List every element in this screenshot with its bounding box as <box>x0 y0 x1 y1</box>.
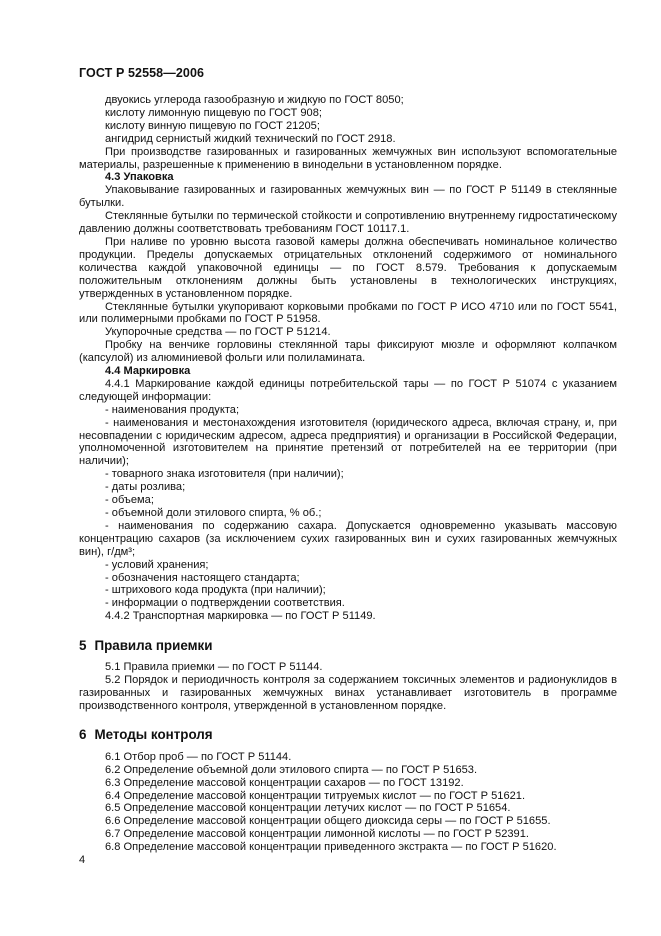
paragraph: ангидрид сернистый жидкий технический по ГОСТ 2918. <box>105 132 396 145</box>
paragraph: Упаковывание газированных и газированных жемчужных вин — по ГОСТ Р 51149 в стеклянные бутылки. <box>79 184 617 210</box>
paragraph: Укупорочные средства — по ГОСТ Р 51214. <box>105 326 331 339</box>
section-number: 5 <box>79 638 87 654</box>
list-item: - наименования продукта; <box>105 403 240 416</box>
list-item: 6.7 Определение массовой концентрации лимонной кислоты — по ГОСТ Р 52391. <box>105 828 529 841</box>
page-content <box>79 94 617 854</box>
list-item: - штрихового кода продукта (при наличии); <box>105 584 326 597</box>
list-item: 6.1 Отбор проб — по ГОСТ Р 51144. <box>105 750 292 763</box>
list-item: 6.5 Определение массовой концентрации летучих кислот — по ГОСТ Р 51654. <box>105 802 511 815</box>
paragraph: Пробку на венчике горловины стеклянной тары фиксируют мюзле и оформляют колпачком (капсулой) из алюминиевой фольги или полиламината. <box>79 339 617 365</box>
list-item: 6.4 Определение массовой концентрации титруемых кислот — по ГОСТ Р 51621. <box>105 789 526 802</box>
section-heading-5 <box>79 638 617 654</box>
paragraph: кислоту лимонную пищевую по ГОСТ 908; <box>105 106 322 119</box>
standard-header: ГОСТ Р 52558—2006 <box>79 66 205 80</box>
section-title: Методы контроля <box>94 726 213 742</box>
paragraph: При наливе по уровню высота газовой камеры должна обеспечивать номинальное количество продукции. Пределы допускаемых отрицательных отклонений содержимого от номинального количества каждой упаковочной единицы — по ГОСТ 8.579. Требования к допускаемым положительным отклонениям должны быть установлены в технологических инструкциях, утвержденных в установленном порядке. <box>79 235 617 300</box>
subsection-heading-4-4: 4.4 Маркировка <box>105 365 191 378</box>
paragraph: При производстве газированных и газированных жемчужных вин используют вспомогательные материалы, разрешенные к применению в винодельни в установленном порядке. <box>79 145 617 171</box>
paragraph: 4.4.1 Маркирование каждой единицы потребительской тары — по ГОСТ Р 51074 с указанием следующей информации: <box>79 377 617 403</box>
paragraph: 5.1 Правила приемки — по ГОСТ Р 51144. <box>105 661 323 674</box>
section-title: Правила приемки <box>94 638 213 654</box>
list-item: - товарного знака изготовителя (при наличии); <box>105 468 344 481</box>
paragraph: двуокись углерода газообразную и жидкую по ГОСТ 8050; <box>105 94 404 106</box>
methods-list <box>79 751 617 854</box>
list-item: - информации о подтверждении соответствия. <box>105 597 345 610</box>
page-number: 4 <box>79 854 86 866</box>
list-item: - наименования по содержанию сахара. Допускается одновременно указывать массовую концентрацию сахаров (за исключением сухих газированных вин и сухих газированных жемчужных вин), г/дм³; <box>79 519 617 558</box>
list-item: 6.3 Определение массовой концентрации сахаров — по ГОСТ 13192. <box>105 776 464 789</box>
list-item: - даты розлива; <box>105 481 186 494</box>
paragraph: Стеклянные бутылки укупоривают корковыми пробками по ГОСТ Р ИСО 4710 или по ГОСТ 5541, или полимерными пробками по ГОСТ Р 51958. <box>79 300 617 326</box>
list-item: 6.6 Определение массовой концентрации общего диоксида серы — по ГОСТ Р 51655. <box>105 815 551 828</box>
list-item: - объема; <box>105 494 154 507</box>
section-heading-6 <box>79 727 617 743</box>
list-item: - наименования и местонахождения изготовителя (юридического адреса, включая страну, и, при несовпадении с юридическим адресом, адреса предприятия) и организации в Российской Федерации, уполномоченной изготовителем на принятие претензий от потребителей на ее территории (при наличии); <box>79 416 617 468</box>
list-item: 6.2 Определение объемной доли этилового спирта — по ГОСТ Р 51653. <box>105 763 478 776</box>
list-item: - обозначения настоящего стандарта; <box>105 571 300 584</box>
list-item: 6.8 Определение массовой концентрации приведенного экстракта — по ГОСТ Р 51620. <box>105 841 557 854</box>
paragraph: 5.2 Порядок и периодичность контроля за содержанием токсичных элементов и радионуклидов в газированных и газированных жемчужных винах устанавливает изготовитель в программе производственного контроля, утвержденной в установленном порядке. <box>79 674 617 712</box>
subsection-heading-4-3: 4.3 Упаковка <box>105 171 174 184</box>
paragraph: кислоту винную пищевую по ГОСТ 21205; <box>105 119 320 132</box>
paragraph: Стеклянные бутылки по термической стойкости и сопротивлению внутреннему гидростатическому давлению должны соответствовать требованиям ГОСТ 10117.1. <box>79 210 617 236</box>
paragraph: 4.4.2 Транспортная маркировка — по ГОСТ Р 51149. <box>105 610 376 623</box>
list-item: - объемной доли этилового спирта, % об.; <box>105 507 322 519</box>
list-item: - условий хранения; <box>105 558 209 571</box>
section-number: 6 <box>79 726 87 742</box>
